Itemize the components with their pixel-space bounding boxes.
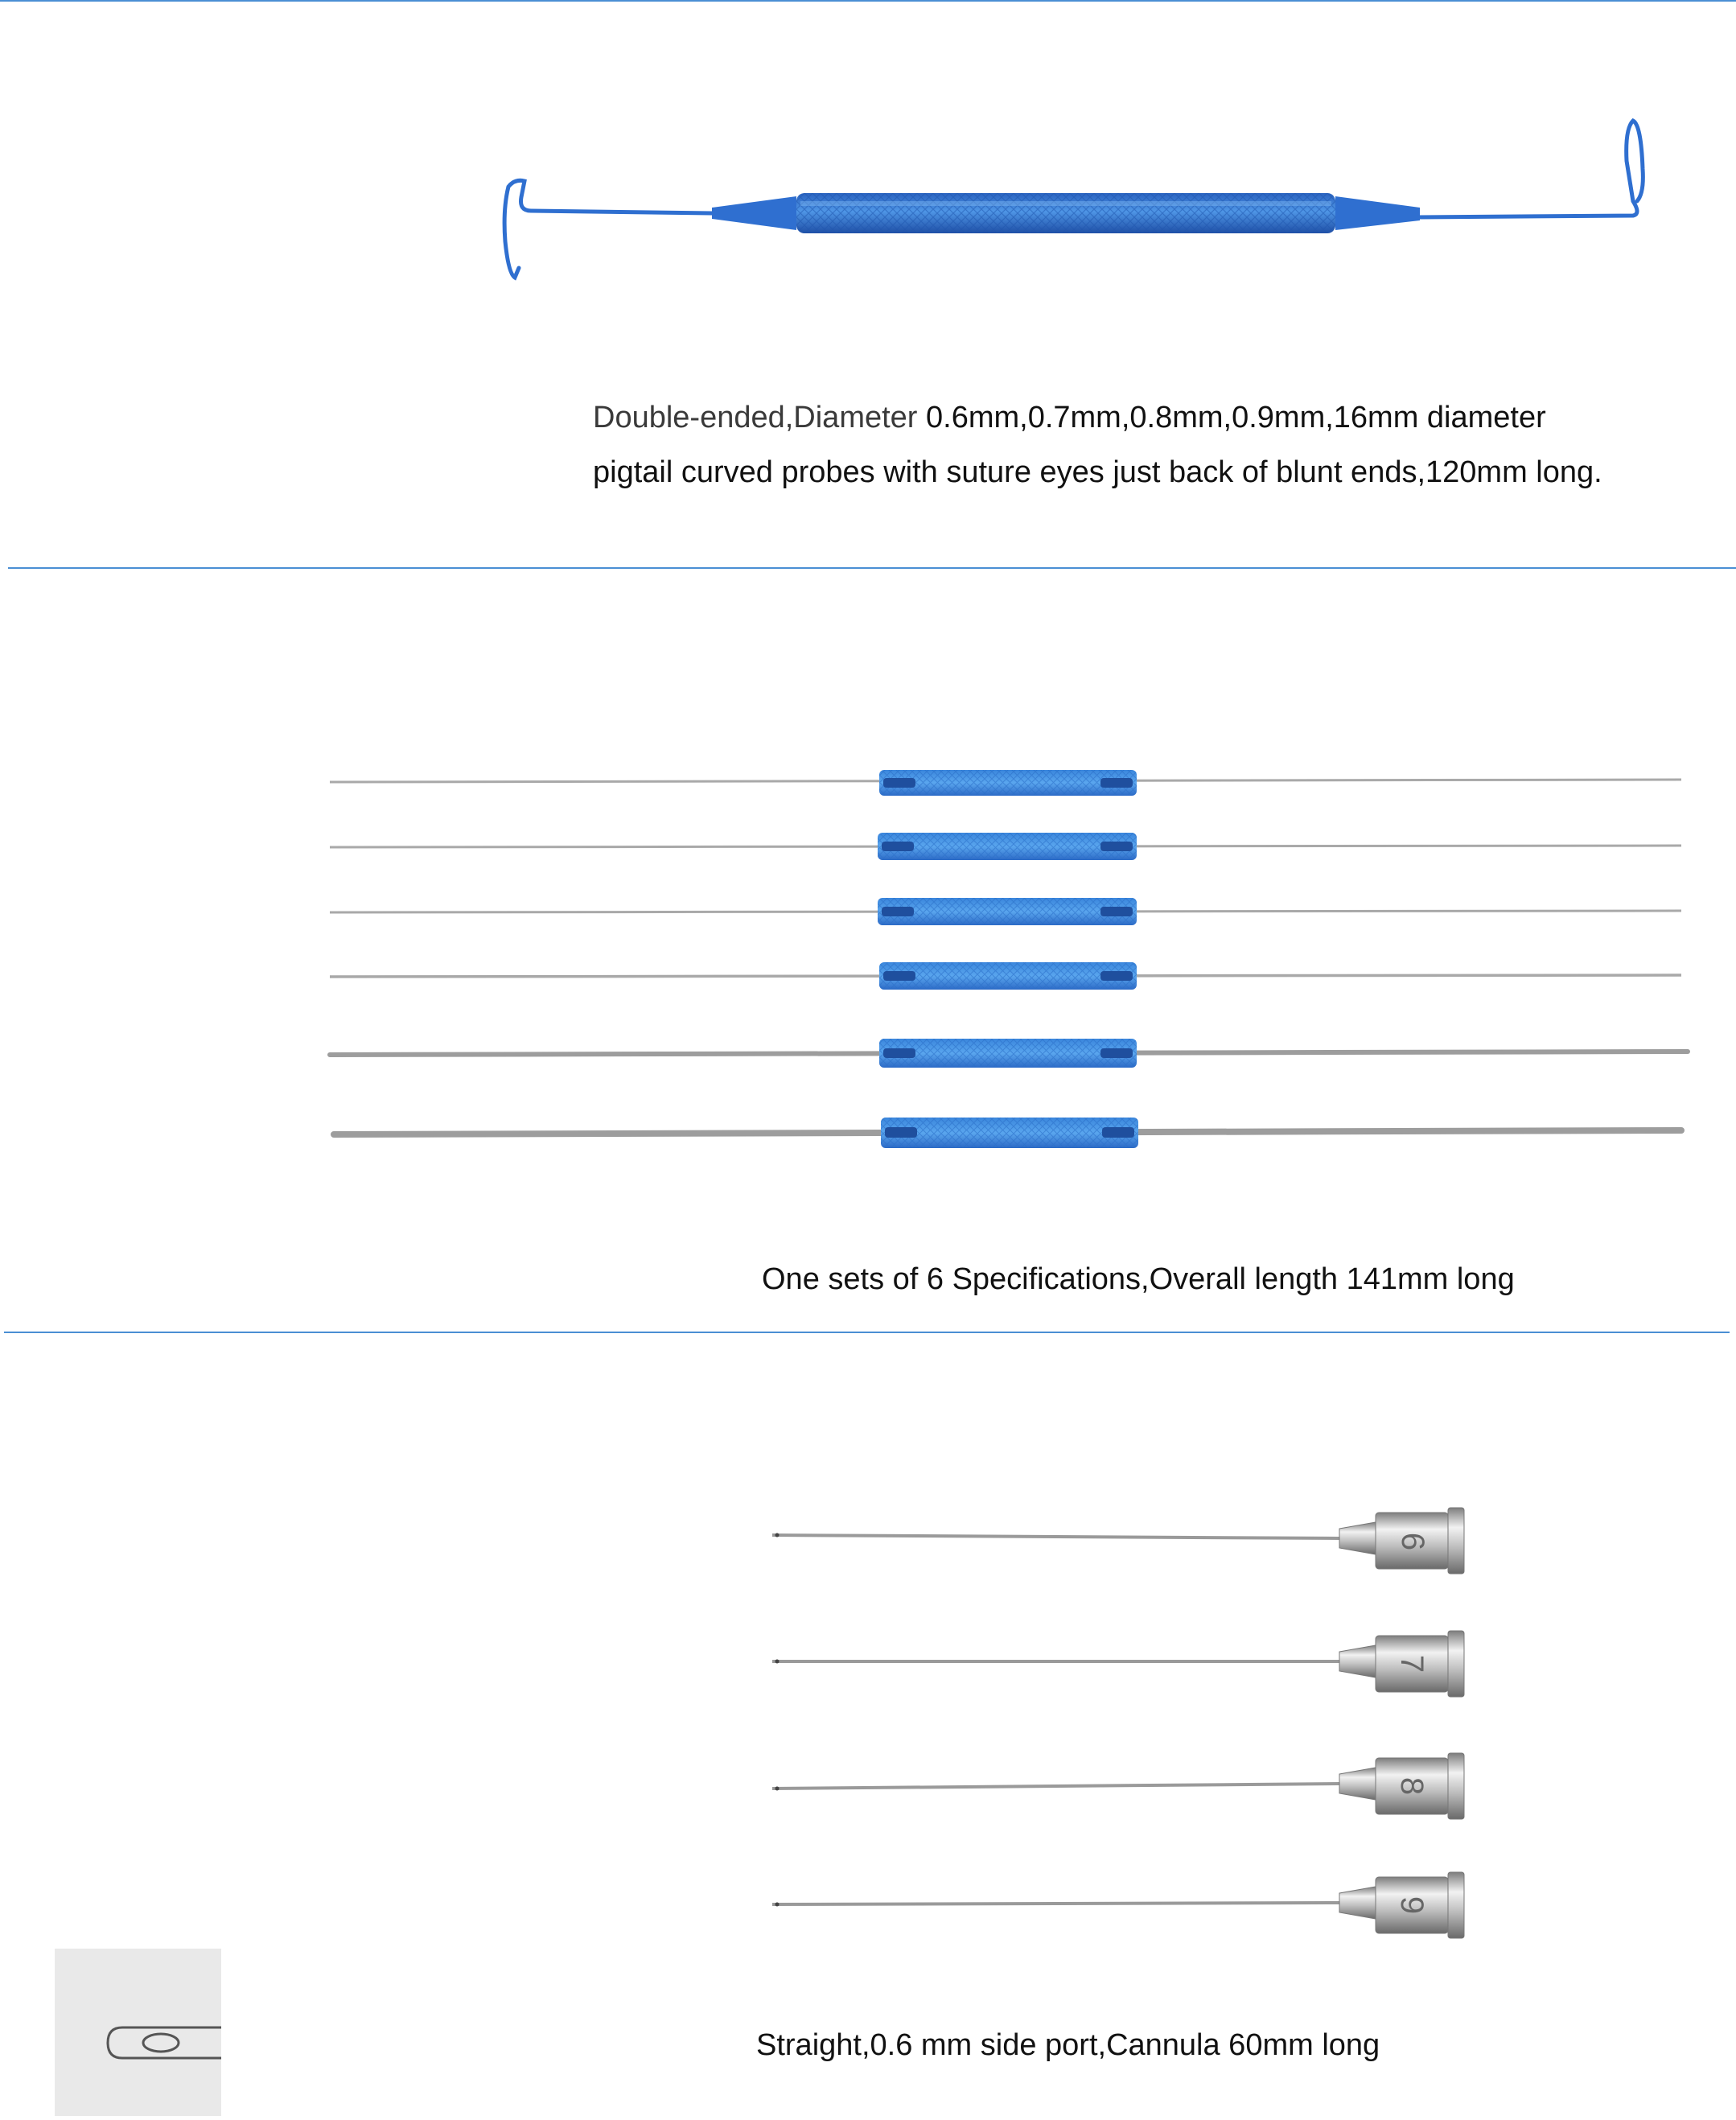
cannula-4 (772, 1872, 1464, 1938)
cannula-3 (772, 1753, 1464, 1819)
cannula-1 (772, 1508, 1464, 1574)
hub-label-2: 7 (1394, 1654, 1430, 1673)
probe-set-caption: One sets of 6 Specifications,Overall length 141mm long (762, 1262, 1515, 1296)
pigtail-left (504, 180, 712, 278)
hub-label-4: 9 (1394, 1896, 1430, 1915)
hub-label-3: 8 (1394, 1776, 1430, 1796)
probe-1 (330, 770, 1681, 796)
probe-set-image (0, 569, 1736, 1333)
caption-line2: pigtail curved probes with suture eyes just back of blunt ends,120mm long. (593, 455, 1602, 489)
side-port-tip-icon (55, 1949, 221, 2116)
cannula-set-caption: Straight,0.6 mm side port,Cannula 60mm long (756, 2028, 1380, 2062)
caption-line1: 0.6mm,0.7mm,0.8mm,0.9mm,16mm diameter (926, 401, 1546, 434)
probe-2 (330, 833, 1681, 860)
caption-prefix: Double-ended,Diameter (593, 401, 918, 434)
pigtail-right (1416, 121, 1643, 217)
probe-5 (330, 1039, 1688, 1068)
pigtail-probe-caption (593, 390, 1602, 500)
cannula-set-image (0, 1488, 1736, 1987)
probe-4 (330, 962, 1681, 990)
probe-3 (330, 898, 1681, 925)
probe-6 (334, 1118, 1681, 1148)
cannula-2 (772, 1631, 1464, 1697)
tip-thumbnail (55, 1949, 221, 2116)
hub-label-1: 6 (1395, 1532, 1430, 1551)
